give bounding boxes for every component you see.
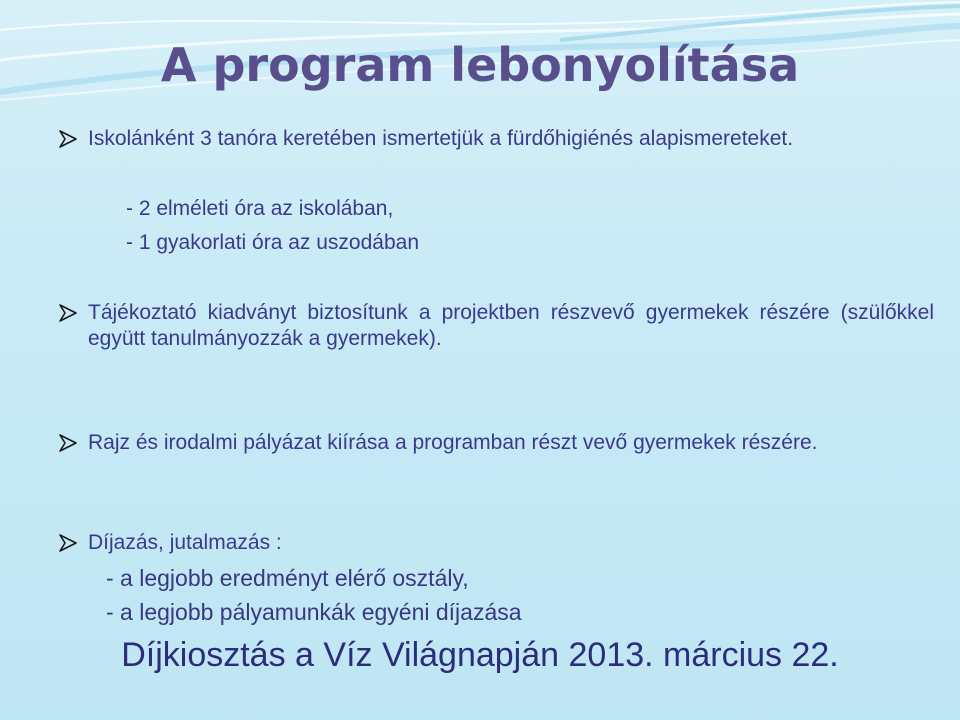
arrowhead-outline-icon <box>58 433 78 453</box>
bullet-text: Díjazás, jutalmazás : <box>88 531 282 554</box>
bullet-item-4 <box>56 530 934 556</box>
bullet-item-3 <box>56 430 934 456</box>
bullet-item-2 <box>56 300 934 352</box>
bullet-item-1 <box>56 126 934 152</box>
slide-title: A program lebonyolítása <box>160 38 800 92</box>
arrowhead-outline-icon <box>58 129 78 149</box>
arrowhead-outline-icon <box>58 303 78 323</box>
bullet-text: Iskolánként 3 tanóra keretében ismertetjük a fürdőhigiénés alapismereteket. <box>88 127 794 150</box>
footer-text: Díjkiosztás a Víz Világnapján 2013. március 22. <box>121 636 839 674</box>
bullet-text: Rajz és irodalmi pályázat kiírása a programban részt vevő gyermekek részére. <box>88 431 818 454</box>
subitem: - a legjobb eredményt elérő osztály, <box>106 565 469 591</box>
arrowhead-outline-icon <box>58 533 78 553</box>
subitem: - 2 elméleti óra az iskolában, <box>126 197 394 220</box>
bullet-text: Tájékoztató kiadványt biztosítunk a projektben részvevő gyermekek részére (szülőkkel együtt tanulmányozzák a gyermekek). <box>88 301 934 350</box>
subitem: - a legjobb pályamunkák egyéni díjazása <box>106 599 522 625</box>
subitem: - 1 gyakorlati óra az uszodában <box>126 231 420 254</box>
